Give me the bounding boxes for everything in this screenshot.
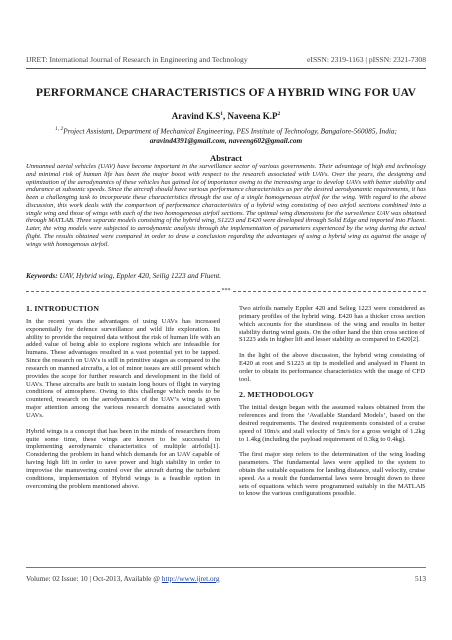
introduction-paragraph-1: In the recent years the advantages of using UAVs has increased exponentially for defence surveillance and wild life exploration. Its ability to provide the required data without the risk of human life with an added value of being able to explore regions which are infeasible for humans. These advantages resulted in a vast potential yet to be tapped. Since the research on UAVs is still in primitive stages as compared to the research on manned aircrafts, a lot of minor issues are still present which provides the scope for further research and development in the field of UAVs. These aircrafts are built to sustain long hours of flight in varying conditions of atmosphere. Owing to this challenge which needs to be countered, research on the aerodynamics of the UAV’s wing is given major attention among the various research domains associated with UAVs. (26, 317, 220, 419)
author-1-sup: 1 (220, 111, 223, 117)
right-column (239, 305, 425, 506)
methodology-heading: 2. METHODOLOGY (239, 390, 315, 400)
introduction-paragraph-4: In the light of the above discussion, the hybrid wing consisting of E420 at root and S1223 at tip is modelled and analysed in Fluent in order to obtain its performance characteristics with the usage of CFD tool. (239, 352, 425, 383)
methodology-paragraph-1: The initial design began with the assumed values obtained from the references and from the ‘Available Standard Models’, based on the desired requirements. The desired requirements consisted of a cruise speed of 10m/s and stall velocity of 5m/s for a gross weight of 1.2kg to 1.4kg (including the payload requirement of 0.3kg to 0.4kg). (239, 404, 425, 443)
paper-title: PERFORMANCE CHARACTERISTICS OF A HYBRID WING FOR UAV (35, 86, 417, 99)
footer-volume-info (26, 574, 220, 583)
footer-prefix: Volume: 02 Issue: 10 | Oct-2013, Available @ (26, 574, 162, 583)
affiliation-text: Project Assistant, Department of Mechanical Engineering, PES Institute of Technology, Bangalore-560085, India; (63, 126, 397, 136)
author-separator: , (223, 111, 228, 121)
keywords-label: Keywords: (26, 271, 58, 280)
journal-name: IJRET: International Journal of Research in Engineering and Technology (26, 55, 248, 64)
author-line (0, 111, 452, 121)
section-divider (26, 287, 426, 295)
page-number: 513 (415, 574, 426, 583)
email-2[interactable]: naveeng602@gmail.com (228, 135, 303, 145)
affiliation (26, 125, 426, 145)
running-footer (26, 574, 426, 583)
journal-url-link[interactable]: http://www.ijret.org (161, 574, 220, 583)
abstract-heading: Abstract (210, 153, 242, 163)
keywords-text: UAV, Hybrid wing, Eppler 420, Seilig 1223 and Fluent. (57, 271, 222, 280)
issn-info: eISSN: 2319-1163 | pISSN: 2321-7308 (307, 55, 426, 64)
author-2-sup: 2 (277, 111, 281, 117)
divider-dashes-left (26, 291, 220, 292)
methodology-paragraph-2: The first major step refers to the determination of the wing loading parameters. The fundamental laws were applied to the system to obtain the suitable equations for landing distance, stall velocity, cruise speed. As a result the fundamental laws were brought down to three sets of equations which were programmed suitably in the MATLAB to know the various configurations possible. (239, 451, 425, 498)
introduction-paragraph-2: Hybrid wings is a concept that has been in the minds of researchers from quite some time, these wings are known to be successful in implementing aerodynamic characteristics of multiple airfoils[1]. Considering the problem in hand which demands for an UAV capable of having high lift in order to save power and high stability in order to improvise the manuvering control over the aircraft during the turbulent conditions, implementaion of Hybrid wings is a feasible option in overcoming the problem mentioned above. (26, 427, 220, 490)
introduction-heading: 1. INTRODUCTION (26, 304, 100, 313)
author-1: Aravind K.S (171, 111, 221, 121)
email-separator: , (224, 135, 229, 145)
divider-dashes-right (233, 291, 427, 292)
header-divider (26, 68, 426, 69)
email-line (150, 136, 302, 145)
left-column (26, 305, 220, 498)
running-header (26, 55, 426, 64)
abstract-text: Unmanned aerial vehicles (UAV) have become important in the surveillance sector of various governments. Their advantage of high end technology and minimal risk of human life has been the major boost with respect to the research associated with UAVs. Over the years, the designing and optimization of the aerodynamics of these vehicles has gained lot of importance owing to the increasing urge to develop UAVs with better stability and endurance at subsonic speeds. Since the aircraft should have various performance characteristics as per the desired aerodyanamic requirements, it has been a challenging task to incorporate these characteristics through the use of a single homogeneous airfoil for the wing. With regard to the above discussion, this work deals with the comparison of performance characteristics of a hybrid wing consisting of two airfoil sections combined into a single wing and those of wings with each of the two homogeneous airfoil sections. The optimal wing dimensions for the surveilence UAV was obtained through MATLAB. Three separate models consisting of the hybrid wing, S1223 and E420 were developed through Solid Edge and imported into Fluent. Later, the wing models were subjected to aerodynamic analysis through the implementation of parameters experienced by the wing during the actual flight. The results obtained were compared in order to draw a conclusion regarding the advantages of using a hybrid wing as against the usage of wings with homogenous airfoil. (26, 163, 426, 248)
email-1[interactable]: aravind4391@gmail.com (149, 135, 225, 145)
introduction-paragraph-3: Two airfoils namely Eppler 420 and Selieg 1223 were considered as primary profiles of the hybrid wing. E420 has a thicker cross section which accounts for the sturdiness of the wing and results in better stability during wind gusts. On the other hand the thin cross section of S1223 aids in higher lift and lesser stability as compared to E420[2]. (239, 305, 425, 344)
divider-stars: *** (221, 288, 231, 294)
affiliation-sup: 1, 2 (55, 126, 64, 132)
author-2: Naveena K.P (227, 111, 278, 121)
footer-divider (26, 567, 426, 568)
keywords (26, 271, 426, 280)
